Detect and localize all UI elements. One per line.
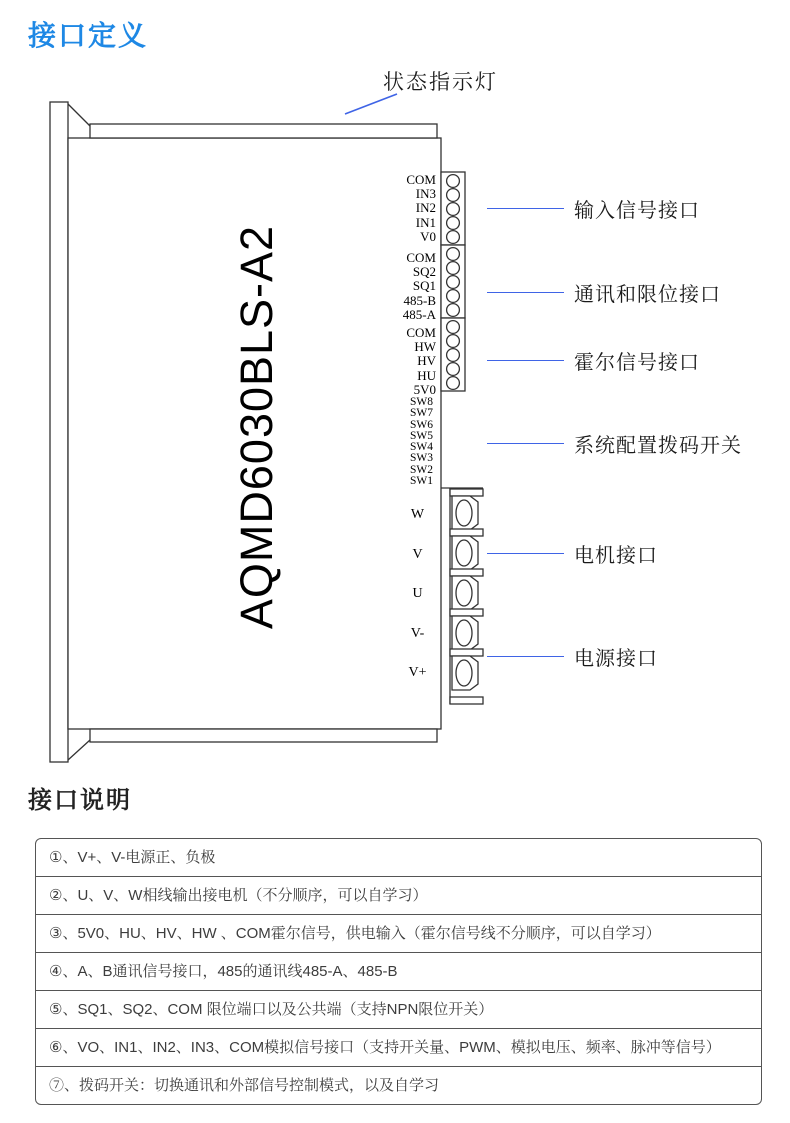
pin-label: V	[412, 546, 423, 562]
callout-motor	[487, 539, 658, 567]
pin-labels-comm-limit	[336, 251, 436, 322]
callout-hall-signal	[487, 346, 700, 374]
callout-label: 电机接口	[574, 544, 658, 567]
leader-line	[487, 208, 564, 209]
callout-dip-switch	[487, 429, 742, 457]
callout-input-signal	[487, 194, 700, 222]
pin-label: SW7	[410, 407, 433, 420]
mounting-bracket	[50, 102, 68, 762]
pin-labels-input	[336, 173, 436, 244]
pin-label: SW8	[410, 396, 433, 408]
pin-label: IN3	[415, 186, 436, 202]
pin-label: COM	[406, 325, 436, 340]
callout-comm-limit	[487, 278, 721, 306]
pin-label: V0	[420, 228, 436, 244]
pin-label: W	[410, 507, 425, 522]
status-led-label: 状态指示灯	[383, 70, 498, 94]
table-row: ①、V+、V-电源正、负极	[36, 839, 761, 877]
table-row: ⑦、拨码开关：切换通讯和外部信号控制模式，以及自学习	[49, 1077, 440, 1094]
callout-power	[487, 642, 658, 670]
pin-label: SW5	[410, 429, 433, 442]
pin-labels-hall	[336, 326, 436, 397]
callout-label: 电源接口	[574, 647, 658, 670]
callout-label: 霍尔信号接口	[574, 351, 700, 374]
pin-label: 485-A	[402, 306, 436, 322]
leader-line	[487, 360, 564, 361]
table-row: ⑥、VO、IN1、IN2、IN3、COM模拟信号接口（支持开关量、PWM、模拟电压、频率、脉冲等信号）	[36, 1029, 761, 1067]
power-terminal-block	[441, 488, 483, 704]
pin-label: V-	[410, 625, 425, 641]
pin-label: SW3	[410, 452, 433, 465]
pin-label: SW6	[410, 418, 433, 431]
leader-line	[487, 292, 564, 293]
pin-label: 5V0	[413, 381, 436, 397]
pin-label: SQ1	[412, 278, 436, 294]
bracket-top-slant	[68, 104, 90, 126]
pin-label: SW4	[410, 441, 433, 454]
pin-label: SW2	[410, 463, 433, 476]
model-number: AQMD6030BLS-A2	[231, 224, 282, 630]
table-row: ④、A、B通讯信号接口，485的通讯线485-A、485-B	[36, 953, 761, 991]
pin-label: 485-B	[403, 292, 436, 308]
pin-label: SQ2	[412, 264, 436, 280]
bottom-strip	[90, 729, 437, 742]
pin-label: COM	[406, 172, 436, 187]
table-row: ②、U、V、W相线输出接电机（不分顺序，可以自学习）	[36, 877, 761, 915]
pin-label: IN1	[415, 214, 436, 230]
pin-label: COM	[406, 250, 436, 265]
pin-label: SW1	[410, 475, 433, 488]
comm-limit-connector-block	[441, 245, 465, 318]
callout-label: 通讯和限位接口	[574, 283, 721, 306]
leader-line	[487, 553, 564, 554]
interface-description-table	[35, 838, 762, 1105]
pin-label: HW	[414, 339, 436, 355]
input-connector-block	[441, 172, 465, 245]
pin-label: IN2	[415, 200, 436, 216]
page-title: 接口定义	[28, 20, 149, 51]
callout-label: 系统配置拨码开关	[574, 434, 742, 457]
leader-line	[487, 656, 564, 657]
pin-label: V+	[408, 665, 427, 681]
top-strip	[90, 124, 437, 138]
table-row: ⑤、SQ1、SQ2、COM 限位端口以及公共端（支持NPN限位开关）	[36, 991, 761, 1029]
bracket-bottom-slant	[68, 740, 90, 760]
pin-label: U	[412, 586, 423, 602]
callout-label: 输入信号接口	[574, 199, 700, 222]
leader-line	[487, 443, 564, 444]
pin-label: HV	[417, 353, 436, 369]
table-row: ③、5V0、HU、HV、HW 、COM霍尔信号，供电输入（霍尔信号线不分顺序，可以自学习）	[36, 915, 761, 953]
pin-label: HU	[417, 367, 436, 383]
pin-labels-dip-switch	[336, 397, 433, 487]
section-title: 接口说明	[28, 787, 132, 814]
status-leader-line	[345, 94, 397, 114]
hall-connector-block	[441, 318, 465, 391]
pin-labels-power	[395, 495, 440, 693]
